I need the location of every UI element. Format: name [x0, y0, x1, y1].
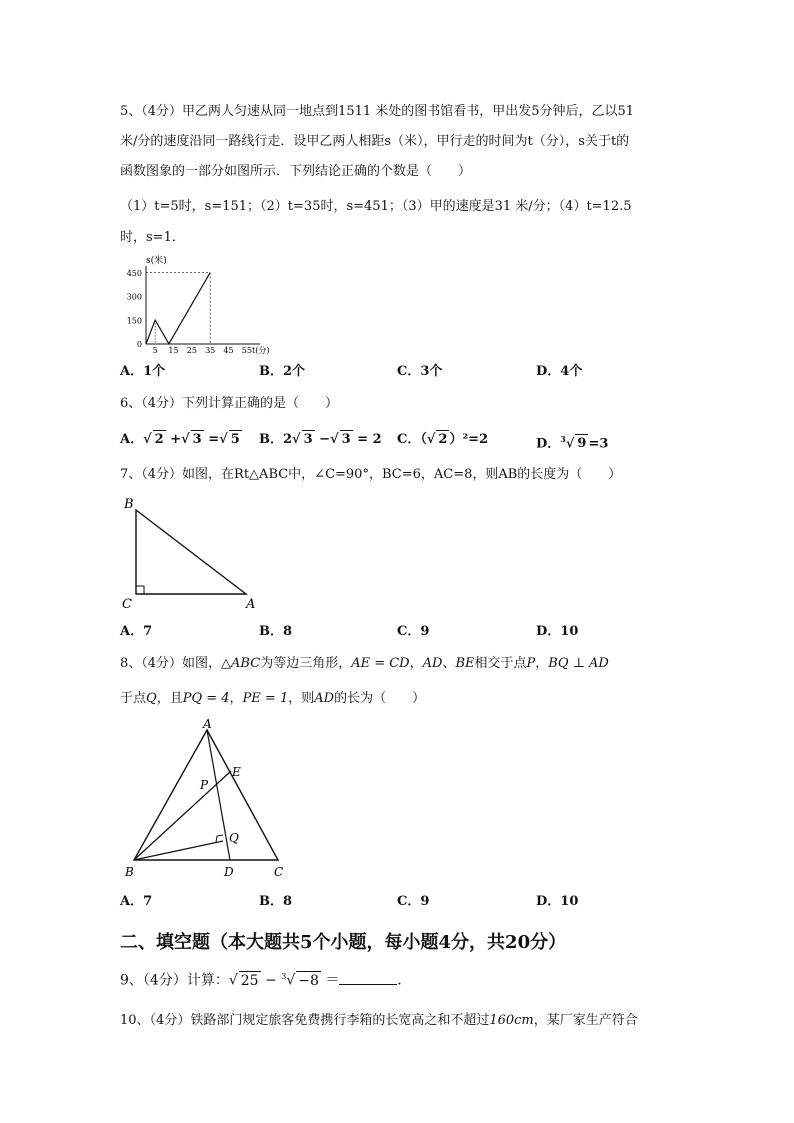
q9-label: 9、（4分）计算：: [120, 972, 229, 989]
q5-option-a[interactable]: A．1个: [120, 364, 166, 379]
q8-l1-i: P: [526, 656, 536, 671]
q8-l1-a: 8、（4分）如图，: [120, 656, 222, 671]
q7-option-b[interactable]: B．8: [259, 624, 293, 639]
q6-a-rad2: 3: [192, 432, 202, 447]
q8-segment-bq: [134, 841, 223, 860]
q6-c-rest: ）²=2: [449, 432, 489, 447]
q6-d-rest: =3: [588, 436, 609, 452]
q8-label-c: C: [274, 865, 284, 879]
q7-right-angle-mark: [136, 586, 144, 594]
q6-option-b[interactable]: B．2√ 3 −√ 3 = 2: [259, 432, 382, 447]
q6-b-eq: = 2: [357, 432, 382, 447]
q8-l2-b: Q: [146, 691, 157, 706]
q5-ytick-label: 300: [126, 292, 142, 302]
q6-d-label: D．: [536, 436, 561, 452]
q6-a-rad3: 5: [230, 432, 240, 447]
q6-c-rad: 2: [438, 432, 448, 447]
q5-ytick-label: 450: [126, 268, 142, 278]
q8-option-c[interactable]: C．9: [397, 894, 430, 909]
q5-line3: 函数图象的一部分如图所示．下列结论正确的个数是（ ）: [120, 164, 472, 179]
q8-label-e: E: [232, 765, 241, 779]
q10-b: 160cm: [489, 1013, 534, 1028]
q8-l2-d: PQ = 4: [182, 691, 230, 706]
q7-right-triangle: [118, 494, 268, 614]
q5-xtick-label: 25: [186, 346, 197, 355]
q5-graph: [112, 254, 272, 356]
q6-a-eq: =: [208, 432, 220, 447]
q7-label-a: A: [246, 597, 256, 612]
q7-label-b: B: [124, 497, 134, 512]
q6-option-c[interactable]: C．（√ 2 ）²=2: [397, 432, 489, 447]
q8-l2-e: ，: [229, 691, 243, 706]
q8-l1-f: 、: [442, 656, 456, 671]
q6-d-index: 3: [560, 434, 566, 444]
q8-label-q: Q: [229, 831, 239, 845]
q10-line: [120, 1012, 638, 1030]
q6-c-label: C．（: [397, 432, 427, 447]
q5-xtick-label: 15: [168, 346, 179, 355]
q5-line1: 5、（4分）甲乙两人匀速从同一地点到1511 米处的图书馆看书，甲出发5分钟后，乙以51: [120, 104, 635, 119]
q7-option-a[interactable]: A．7: [120, 624, 153, 639]
q10-c: ，某厂家生产符合: [533, 1013, 638, 1028]
q6-a-label: A．: [120, 432, 144, 447]
q5-ylabel: s(米): [146, 256, 167, 266]
q5-line5: 时，s=1．: [120, 230, 185, 245]
q5-xlabel: t(分): [252, 346, 270, 355]
q10-a: 10、（4分）铁路部门规定旅客免费携行李箱的长宽高之和不超过: [120, 1013, 490, 1028]
q5-ytick-label: 0: [136, 340, 142, 349]
q6-b-rad2: 3: [341, 432, 351, 447]
q9-answer-blank[interactable]: [339, 972, 397, 985]
q8-l1-e: AD: [422, 656, 443, 671]
q6-option-d[interactable]: D．$^3$√ 9 =3: [536, 434, 609, 452]
q9-eq: ＝: [325, 972, 340, 989]
q8-l1-h: 相交于点: [474, 656, 527, 671]
q5-option-d[interactable]: D．4个: [536, 364, 583, 379]
q8-segment-ad: [207, 730, 230, 860]
q8-option-d[interactable]: D．10: [536, 894, 579, 909]
q8-l1-g: BE: [455, 656, 475, 671]
q8-label-b: B: [125, 865, 134, 879]
q7-stem: 7、（4分）如图，在Rt△ABC中，∠C=90°，BC=6，AC=8，则AB的长度为（ ）: [120, 467, 622, 482]
q7-option-d[interactable]: D．10: [536, 624, 579, 639]
q8-equilateral-triangle: [118, 718, 298, 883]
q8-l2-f: PE = 1: [242, 691, 289, 706]
q8-l1-k: BQ ⊥ AD: [548, 656, 609, 671]
q8-option-b[interactable]: B．8: [259, 894, 293, 909]
q8-l2-g: ，则: [288, 691, 315, 706]
q6-a-plus: +: [170, 432, 182, 447]
q5-line2: 米/分的速度沿同一路线行走．设甲乙两人相距s（米），甲行走的时间为t（分），s关于t的: [120, 134, 630, 149]
q6-b-minus: −: [319, 432, 331, 447]
q9-end: ．: [397, 972, 412, 989]
q7-option-c[interactable]: C．9: [397, 624, 430, 639]
q5-option-b[interactable]: B．2个: [259, 364, 306, 379]
q5-xtick-label: 55: [241, 346, 252, 355]
q5-xtick-label: 35: [205, 346, 216, 355]
q5-xtick-label: 5: [152, 346, 158, 355]
q8-line2: [120, 690, 425, 708]
q5-option-c[interactable]: C．3个: [397, 364, 443, 379]
q9-rad2: −8: [298, 972, 319, 989]
q9-line: 9、（4分）计算：√ 25 − $^3$√ −8 ＝ ．: [120, 972, 412, 989]
q9-minus: −: [265, 972, 277, 989]
q6-b-rad1: 3: [303, 432, 313, 447]
q8-label-a: A: [203, 718, 212, 731]
q5-xtick-label: 45: [223, 346, 234, 355]
q6-a-rad1: 2: [154, 432, 164, 447]
q9-rad1: 25: [240, 972, 259, 989]
q8-l1-c: AE = CD: [351, 656, 410, 671]
q8-l1-b: 为等边三角形，: [260, 656, 352, 671]
q6-d-rad: 9: [577, 436, 587, 452]
q6-stem: 6、（4分）下列计算正确的是（ ）: [120, 396, 339, 411]
q8-l1-j: ，: [535, 656, 549, 671]
q8-line1: [120, 655, 609, 673]
section-2-title: 二、填空题（本大题共5个小题，每小题4分，共20分）: [120, 932, 567, 953]
q8-option-a[interactable]: A．7: [120, 894, 153, 909]
q8-segment-be: [134, 771, 231, 860]
q8-l1-tri: △ABC: [221, 656, 261, 671]
q8-l2-a: 于点: [120, 691, 147, 706]
q7-triangle-shape: [136, 510, 246, 594]
q8-l2-c: ，且: [156, 691, 183, 706]
q7-label-c: C: [122, 597, 132, 612]
q8-l2-h: AD: [314, 691, 335, 706]
q8-label-d: D: [224, 865, 234, 879]
q9-index: 3: [281, 972, 287, 981]
q5-line4: （1）t=5时，s=151；（2）t=35时，s=451；（3）甲的速度是31 米/分；（4）t=12.5: [120, 199, 632, 214]
q8-l2-i: 的长为（ ）: [334, 691, 426, 706]
q6-option-a[interactable]: A．√ 2 +√ 3 =√ 5: [120, 432, 240, 447]
q6-b-label: B．2: [259, 432, 293, 447]
q8-label-p: P: [200, 778, 209, 792]
q5-series-line: [146, 273, 210, 344]
q8-l1-d: ，: [409, 656, 423, 671]
q5-ytick-label: 150: [126, 316, 142, 326]
